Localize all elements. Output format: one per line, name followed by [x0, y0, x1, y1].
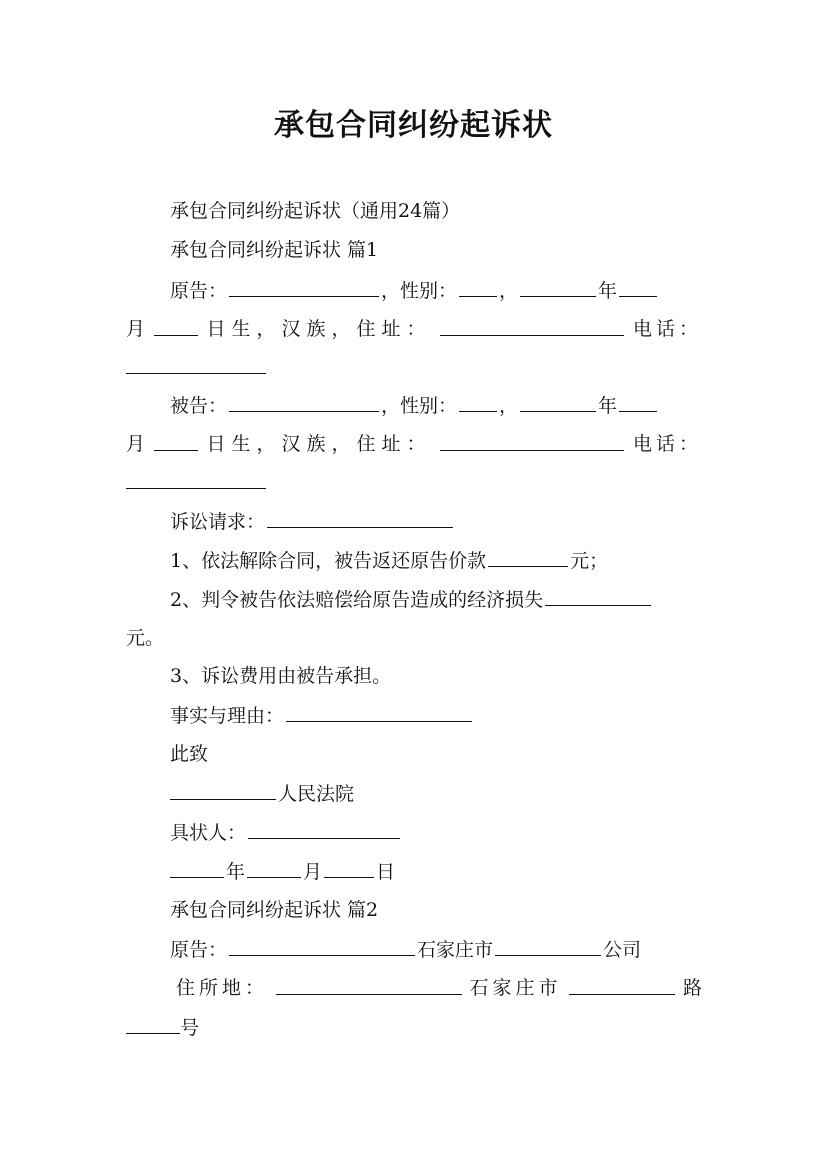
- s2-address-label: 住所地：: [176, 977, 269, 999]
- signer-label: 具状人：: [170, 822, 247, 844]
- s2-address-city: 石家庄市: [469, 977, 562, 999]
- s2-address-blank: [276, 975, 462, 995]
- defendant-year-blank: [520, 392, 596, 412]
- signer-line: [170, 819, 402, 846]
- plaintiff-line-1: [170, 277, 659, 304]
- defendant-gender-blank: [459, 392, 497, 412]
- court-label: 人民法院: [278, 783, 355, 805]
- signer-blank: [248, 819, 400, 839]
- date-year-label: 年: [226, 861, 246, 883]
- claims-blank: [267, 508, 453, 528]
- document-subtitle: 承包合同纠纷起诉状（通用24篇）: [170, 200, 461, 222]
- claim-1: [170, 547, 608, 574]
- defendant-year-label: 年: [598, 395, 618, 417]
- date-month-blank: [247, 858, 301, 878]
- claim-3: 3、诉讼费用由被告承担。: [170, 665, 392, 687]
- claims-label: 诉讼请求：: [170, 511, 266, 533]
- section-heading-1: 承包合同纠纷起诉状 篇1: [170, 239, 379, 261]
- salutation: 此致: [170, 743, 209, 765]
- defendant-day-blank: [154, 431, 198, 451]
- plaintiff-phone-label: 电话：: [632, 318, 702, 340]
- s2-plaintiff-label: 原告：: [170, 939, 228, 961]
- s2-number-blank: [126, 1014, 180, 1034]
- defendant-line-3: [126, 469, 266, 496]
- date-year-blank: [170, 858, 224, 878]
- plaintiff-line-2: [126, 316, 702, 342]
- s2-number-label: 号: [180, 1017, 200, 1039]
- defendant-birth-label: 日生，汉族，住址：: [206, 433, 432, 455]
- plaintiff-address-blank: [440, 316, 624, 336]
- plaintiff-birth-label: 日生，汉族，住址：: [206, 318, 432, 340]
- plaintiff-name-blank: [229, 277, 379, 297]
- defendant-month-blank: [619, 392, 657, 412]
- s2-road-label: 路: [682, 977, 702, 999]
- court-name-blank: [170, 780, 276, 800]
- claim-1-amount-blank: [488, 547, 568, 567]
- s2-number-line: [126, 1014, 199, 1041]
- facts-blank: [286, 702, 472, 722]
- defendant-phone-label: 电话：: [632, 433, 702, 455]
- claim-2-end: 元。: [126, 627, 165, 649]
- s2-road-blank: [569, 975, 675, 995]
- defendant-name-blank: [229, 392, 379, 412]
- facts-label: 事实与理由：: [170, 705, 285, 727]
- date-line: [170, 858, 395, 885]
- defendant-line-1: [170, 392, 659, 419]
- defendant-month-label: 月: [126, 433, 146, 455]
- claim-2-text: 2、判令被告依法赔偿给原告造成的经济损失: [170, 589, 544, 611]
- court-line: [170, 780, 354, 807]
- s2-city-label: 石家庄市: [417, 939, 494, 961]
- date-day-blank: [324, 858, 374, 878]
- defendant-sep: ，: [499, 395, 519, 417]
- plaintiff-line-3: [126, 354, 266, 381]
- plaintiff-sep: ，: [499, 280, 519, 302]
- date-day-label: 日: [376, 861, 396, 883]
- defendant-line-2: [126, 431, 702, 457]
- plaintiff-label: 原告：: [170, 280, 228, 302]
- date-month-label: 月: [303, 861, 323, 883]
- plaintiff-day-blank: [154, 316, 198, 336]
- document-title: 承包合同纠纷起诉状: [274, 108, 553, 143]
- plaintiff-gender-label: ，性别：: [381, 280, 458, 302]
- s2-company-label: 公司: [603, 939, 642, 961]
- s2-plaintiff-blank: [229, 936, 415, 956]
- plaintiff-month-label: 月: [126, 318, 146, 340]
- claim-2-amount-blank: [545, 586, 651, 606]
- claim-1-text: 1、依法解除合同，被告返还原告价款: [170, 550, 487, 572]
- plaintiff-gender-blank: [459, 277, 497, 297]
- s2-address-line: [176, 975, 702, 1001]
- defendant-gender-label: ，性别：: [381, 395, 458, 417]
- defendant-phone-blank: [126, 469, 266, 489]
- section-heading-2: 承包合同纠纷起诉状 篇2: [170, 899, 379, 921]
- claim-2: [170, 586, 653, 613]
- plaintiff-phone-blank: [126, 354, 266, 374]
- defendant-label: 被告：: [170, 395, 228, 417]
- plaintiff-year-blank: [520, 277, 596, 297]
- s2-company-blank: [495, 936, 601, 956]
- s2-plaintiff-line: [170, 936, 641, 963]
- claims-line: [170, 508, 455, 535]
- defendant-address-blank: [440, 431, 624, 451]
- claim-1-unit: 元；: [570, 550, 609, 572]
- plaintiff-month-blank: [619, 277, 657, 297]
- plaintiff-year-label: 年: [598, 280, 618, 302]
- facts-line: [170, 702, 474, 729]
